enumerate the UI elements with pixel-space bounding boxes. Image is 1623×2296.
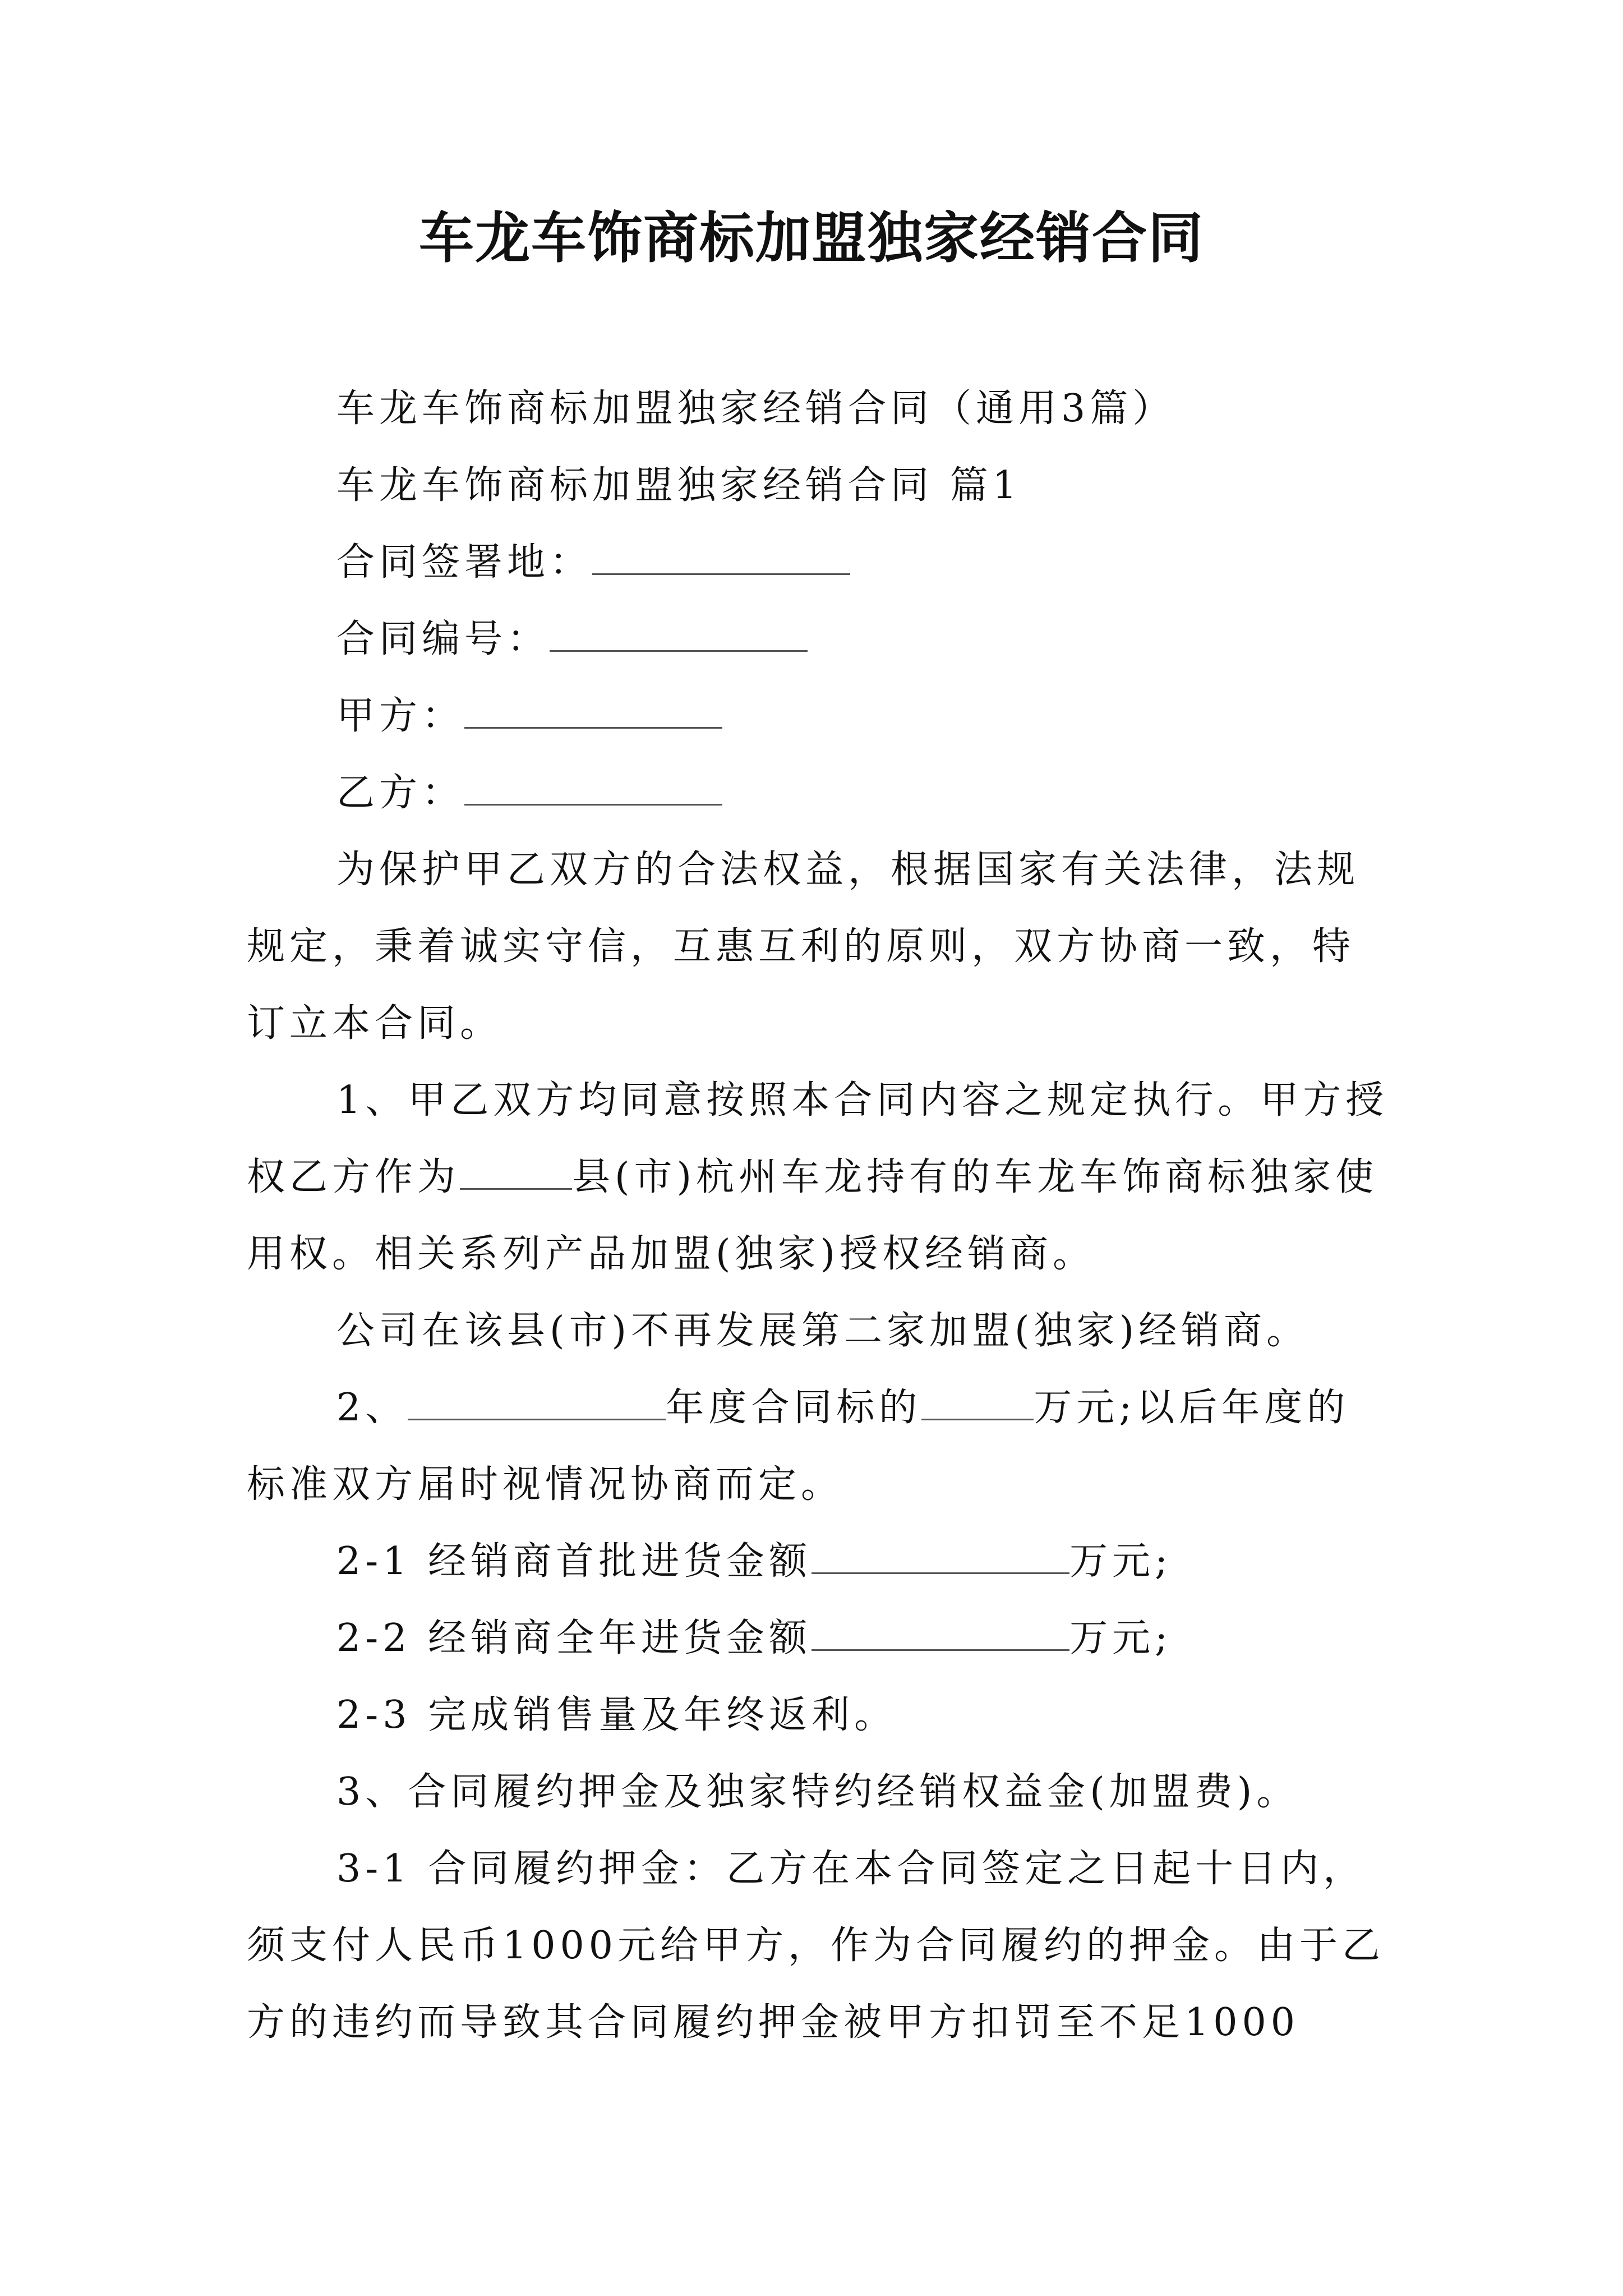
subtitle: 车龙车饰商标加盟独家经销合同（通用3篇）	[336, 386, 1175, 431]
contract-no-label: 合同编号：	[336, 617, 550, 661]
clause-2-2-blank	[811, 1616, 1069, 1651]
party-a-blank	[464, 693, 722, 729]
party-b-line	[247, 754, 1391, 831]
clause-1-text-b: 县(市)杭州车龙持有的车龙车饰商标独家使用权。相关系列产品加盟(独家)授权经销商。	[247, 1155, 1378, 1276]
clause-1-paragraph	[247, 1062, 1391, 1292]
sign-place-line	[247, 524, 1391, 601]
clause-2-1	[247, 1523, 1391, 1600]
clause-2-2-text-a: 2-2 经销商全年进货金额	[336, 1616, 812, 1660]
clause-2-1-blank	[811, 1539, 1069, 1574]
contract-no-line	[247, 601, 1391, 678]
clause-2-2	[247, 1600, 1391, 1677]
document-title: 车龙车饰商标加盟独家经销合同	[418, 206, 1204, 270]
clause-2-text-b: 年度合同标的	[666, 1386, 922, 1430]
party-b-label: 乙方：	[336, 771, 465, 815]
contract-no-blank	[550, 616, 808, 652]
clause-2-1-text-b: 万元;	[1069, 1539, 1173, 1584]
party-a-label: 甲方：	[336, 694, 465, 738]
sign-place-label: 合同签署地：	[336, 540, 593, 585]
clause-1-text-a: 1、甲乙双方均同意按照本合同内容之规定执行。甲方授权乙方作为	[247, 1078, 1389, 1199]
party-b-blank	[464, 770, 722, 806]
clause-3-1: 3-1 合同履约押金：乙方在本合同签定之日起十日内，须支付人民币1000元给甲方，作为合同履约的押金。由于乙方的违约而导致其合同履约押金被甲方扣罚至不足1000	[247, 1847, 1385, 2045]
clause-2-2-text-b: 万元;	[1069, 1616, 1173, 1660]
clause-2-1-text-a: 2-1 经销商首批进货金额	[336, 1539, 812, 1584]
clause-2-text-a: 2、	[336, 1386, 408, 1430]
clause-2-year-blank	[408, 1385, 666, 1420]
clause-2-text-c: 万元;以后年度的标准双方届时视情况协商而定。	[247, 1386, 1350, 1507]
clause-2-3: 2-3 完成销售量及年终返利。	[336, 1693, 897, 1737]
clause-3: 3、合同履约押金及独家特约经销权益金(加盟费)。	[336, 1770, 1299, 1814]
sign-place-blank	[592, 540, 850, 575]
clause-2-amount-blank	[921, 1385, 1034, 1420]
clause-1-county-blank	[460, 1154, 572, 1190]
clause-2-paragraph	[247, 1369, 1391, 1523]
part-heading: 车龙车饰商标加盟独家经销合同 篇1	[336, 463, 1021, 508]
clause-1-note: 公司在该县(市)不再发展第二家加盟(独家)经销商。	[336, 1309, 1310, 1353]
party-a-line	[247, 678, 1391, 754]
preamble-paragraph: 为保护甲乙双方的合法权益，根据国家有关法律，法规规定，秉着诚实守信，互惠互利的原则，双方协商一致，特订立本合同。	[247, 848, 1360, 1046]
document-body	[247, 370, 1391, 2061]
